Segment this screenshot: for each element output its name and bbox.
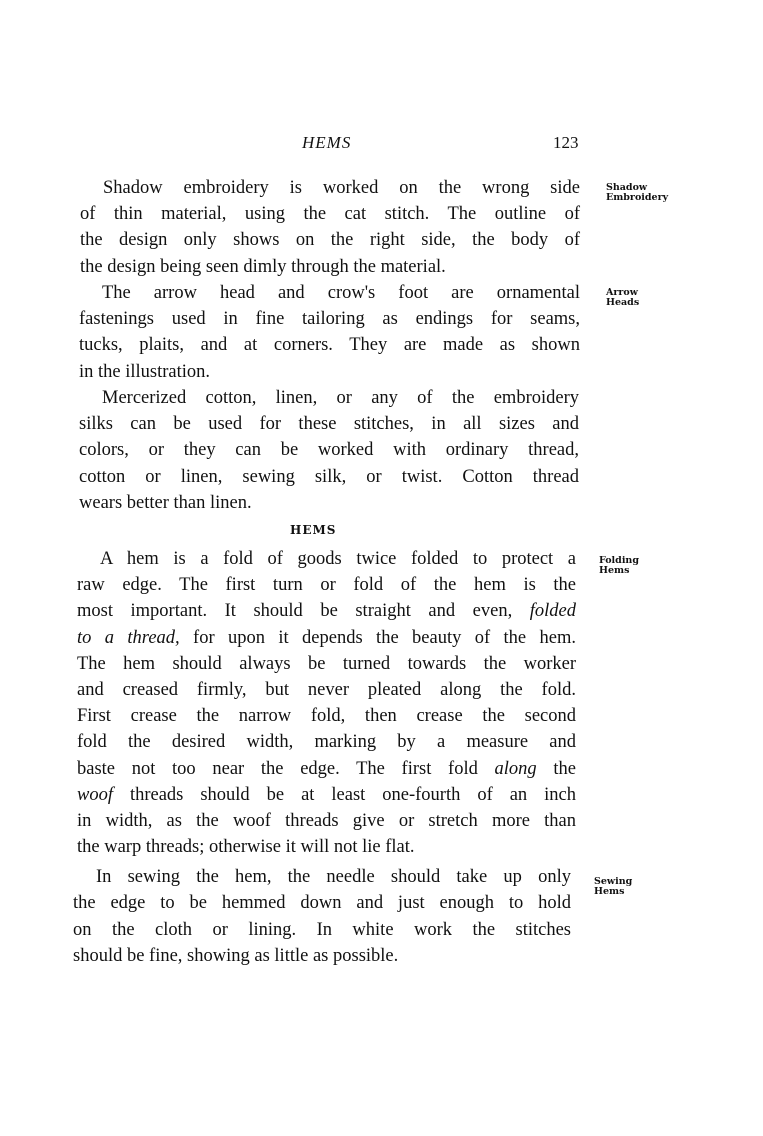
text-line <box>79 466 579 488</box>
text-span: Shadow embroidery is worked on the wrong side <box>103 178 580 198</box>
text-line <box>80 203 580 225</box>
text-span: fastenings used in fine tailoring as endings for seams, <box>79 309 580 330</box>
text-line <box>77 758 576 780</box>
text-span: The hem should always be turned towards the worker <box>77 653 576 674</box>
italic-text: folded <box>529 601 576 622</box>
text-span: fold the desired width, marking by a measure and <box>77 732 576 753</box>
margin-note-line: Shadow <box>606 182 648 193</box>
text-span: cotton or linen, sewing silk, or twist. Cotton thread <box>79 466 579 487</box>
text-span: the design being seen dimly through the material. <box>80 256 446 277</box>
text-line <box>77 627 576 649</box>
text-span: and creased firmly, but never pleated along the fold. <box>77 680 576 700</box>
text-span: the edge to be hemmed down and just enough to hold <box>73 893 571 914</box>
text-line <box>79 439 579 461</box>
text-span: A hem is a fold of goods twice folded to protect a <box>100 549 576 569</box>
text-line <box>100 548 576 570</box>
section-heading: HEMS <box>290 523 337 537</box>
margin-note-arrow-heads <box>606 288 639 308</box>
text-line <box>77 784 576 806</box>
text-span: in the illustration. <box>79 361 211 382</box>
text-line <box>80 229 580 251</box>
italic-text: to a thread, <box>77 627 180 648</box>
text-line <box>80 256 580 278</box>
text-line <box>77 600 576 622</box>
margin-note-line: Hems <box>599 565 630 576</box>
text-line <box>73 945 571 967</box>
text-line <box>103 177 580 199</box>
text-span: for upon it depends the beauty of the hem. <box>179 627 576 648</box>
text-span: in width, as the woof threads give or stretch more than <box>77 811 576 831</box>
text-line <box>73 919 571 941</box>
text-span: wears better than linen. <box>79 492 252 513</box>
text-span: should be fine, showing as little as possible. <box>73 945 399 966</box>
text-span: First crease the narrow fold, then crease the second <box>77 706 576 727</box>
text-line <box>77 574 576 596</box>
text-span: Mercerized cotton, linen, or any of the embroidery <box>102 388 579 408</box>
italic-text: along <box>494 758 537 779</box>
text-span: of thin material, using the cat stitch. The outline of <box>80 204 580 225</box>
text-span: on the cloth or lining. In white work the stitches <box>73 919 571 940</box>
text-span: In sewing the hem, the needle should take up only <box>96 867 571 887</box>
text-line <box>73 892 571 914</box>
text-line <box>77 653 576 675</box>
text-span: silks can be used for these stitches, in all sizes and <box>79 414 579 435</box>
text-line <box>79 334 580 356</box>
text-span: raw edge. The first turn or fold of the hem is the <box>77 575 576 596</box>
text-line <box>102 282 580 304</box>
margin-note-line: Arrow <box>606 287 638 298</box>
text-span: threads should be at least one-fourth of an inch <box>112 784 576 805</box>
text-line <box>79 361 580 383</box>
margin-note-line: Sewing <box>594 876 633 887</box>
italic-text: woof <box>77 784 113 805</box>
margin-note-line: Heads <box>606 297 640 308</box>
margin-note-line: Embroidery <box>606 192 669 203</box>
text-line <box>79 413 579 435</box>
text-span: the <box>536 758 576 779</box>
text-span: the design only shows on the right side, the body of <box>80 230 580 251</box>
text-line <box>77 705 576 727</box>
text-line <box>77 810 576 832</box>
margin-note-line: Hems <box>594 886 625 897</box>
text-line <box>77 836 576 858</box>
text-line <box>102 387 579 409</box>
text-span: The arrow head and crow's foot are ornamental <box>102 283 580 303</box>
text-span: the warp threads; otherwise it will not lie flat. <box>77 837 415 858</box>
running-head: HEMS <box>302 133 352 152</box>
page-number: 123 <box>553 133 579 152</box>
text-line <box>79 308 580 330</box>
text-span: colors, or they can be worked with ordinary thread, <box>79 440 579 461</box>
text-span: tucks, plaits, and at corners. They are made as shown <box>79 335 580 356</box>
text-line <box>77 679 576 701</box>
text-span: baste not too near the edge. The first fold <box>77 758 495 779</box>
text-span: most important. It should be straight and even, <box>77 601 530 622</box>
text-line <box>77 731 576 753</box>
margin-note-shadow-embroidery <box>606 183 668 203</box>
text-line <box>96 866 571 888</box>
margin-note-sewing-hems <box>594 877 632 897</box>
margin-note-folding-hems <box>599 556 639 576</box>
text-line <box>79 492 579 514</box>
margin-note-line: Folding <box>599 555 639 566</box>
